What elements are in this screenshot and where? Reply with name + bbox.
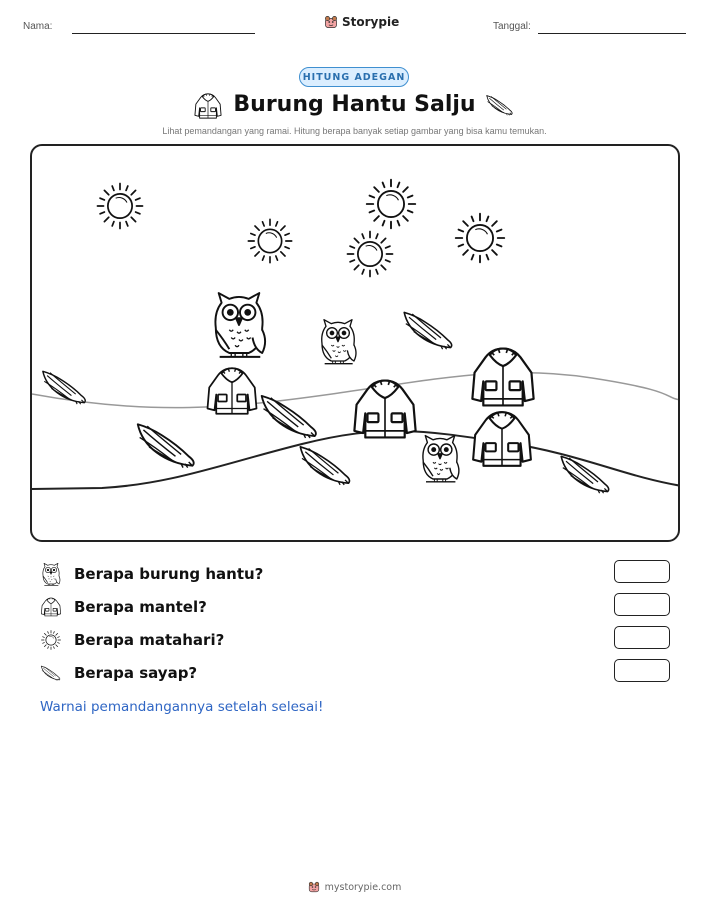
wing-icon: [262, 396, 316, 438]
activity-badge: HITUNG ADEGAN: [299, 67, 409, 87]
owl-icon: [40, 562, 62, 586]
closing-note: Warnai pemandangannya setelah selesai!: [40, 699, 324, 715]
answer-box-owls[interactable]: [614, 560, 670, 583]
date-line[interactable]: [538, 33, 686, 34]
owl-icon: [215, 293, 265, 357]
coat-icon: [40, 596, 62, 618]
question-row-owls: [40, 561, 670, 587]
sun-icon: [40, 629, 62, 651]
wing-icon: [138, 424, 194, 467]
question-row-coats: [40, 594, 670, 620]
footer-url[interactable]: mystorypie.com: [324, 881, 402, 893]
answer-box-suns[interactable]: [614, 626, 670, 649]
sun-icon: [367, 180, 416, 229]
question-row-suns: [40, 627, 670, 653]
question-text: Berapa mantel?: [74, 598, 207, 616]
sun-icon: [456, 214, 505, 263]
coat-icon: [208, 368, 257, 414]
page-title: Burung Hantu Salju: [233, 92, 476, 117]
coat-icon: [473, 412, 531, 466]
instructions: Lihat pemandangan yang ramai. Hitung berapa banyak setiap gambar yang bisa kamu temukan.: [162, 126, 547, 136]
wing-icon: [561, 456, 608, 493]
wing-icon: [300, 447, 349, 485]
question-text: Berapa burung hantu?: [74, 565, 264, 583]
date-label: Tanggal:: [493, 21, 531, 32]
owl-icon: [423, 436, 459, 482]
sun-icon: [347, 231, 392, 276]
question-text: Berapa sayap?: [74, 664, 198, 682]
name-label: Nama:: [23, 21, 53, 32]
answer-box-wings[interactable]: [614, 659, 670, 682]
mascot-icon: [308, 881, 320, 893]
mascot-icon: [324, 15, 338, 29]
question-text: Berapa matahari?: [74, 631, 225, 649]
counting-scene: [30, 144, 680, 542]
footer: [0, 881, 709, 893]
name-line[interactable]: [72, 33, 255, 34]
coat-icon: [472, 349, 533, 406]
wing-icon: [404, 312, 451, 349]
scene-illustration: [32, 146, 680, 542]
sun-icon: [97, 183, 142, 228]
wing-icon: [485, 92, 515, 118]
brand-logo: [324, 15, 399, 29]
wing-icon: [40, 663, 62, 683]
owl-icon: [322, 320, 356, 364]
sun-icon: [248, 219, 291, 262]
answer-box-coats[interactable]: [614, 593, 670, 616]
brand-name: Storypie: [342, 15, 400, 29]
question-row-wings: [40, 660, 670, 686]
